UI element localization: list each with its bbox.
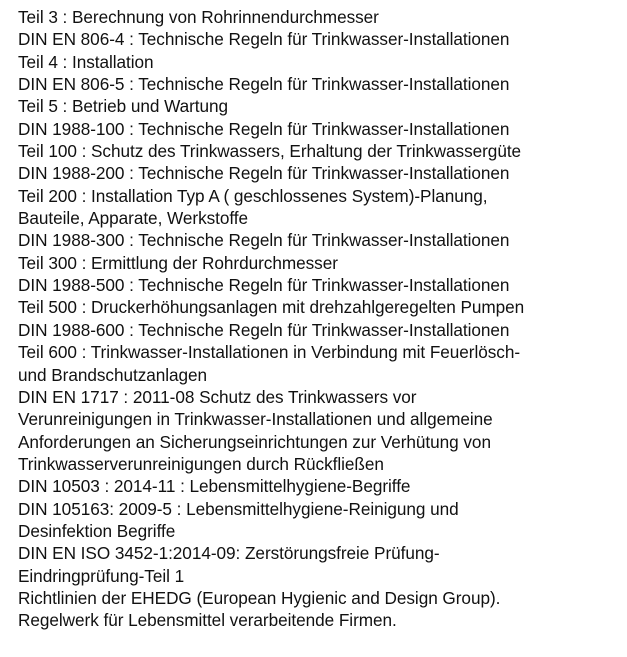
text-line: und Brandschutzanlagen — [18, 364, 208, 385]
text-line: Teil 600 : Trinkwasser-Installationen in Verbindung mit Feuerlösch- — [18, 342, 521, 363]
text-line: DIN EN 806-4 : Technische Regeln für Trinkwasser-Installationen — [18, 29, 510, 50]
text-line: Anforderungen an Sicherungseinrichtungen zur Verhütung von — [18, 431, 491, 452]
text-line: Regelwerk für Lebensmittel verarbeitende Firmen. — [18, 610, 397, 631]
text-line: Teil 500 : Druckerhöhungsanlagen mit drehzahlgeregelten Pumpen — [18, 297, 525, 318]
text-line: Trinkwasserverunreinigungen durch Rückfließen — [18, 453, 384, 474]
text-line: Teil 5 : Betrieb und Wartung — [18, 96, 229, 117]
text-line: Teil 200 : Installation Typ A ( geschlossenes System)-Planung, — [18, 185, 488, 206]
standards-list — [18, 6, 623, 632]
text-line: Verunreinigungen in Trinkwasser-Installationen und allgemeine — [18, 409, 493, 430]
text-line: DIN EN 1717 : 2011-08 Schutz des Trinkwassers vor — [18, 386, 417, 407]
text-line: Eindringprüfung-Teil 1 — [18, 565, 185, 586]
text-line: DIN 1988-200 : Technische Regeln für Trinkwasser-Installationen — [18, 163, 510, 184]
text-line: DIN 105163: 2009-5 : Lebensmittelhygiene-Reinigung und — [18, 498, 459, 519]
text-line: Teil 4 : Installation — [18, 51, 154, 72]
text-line: DIN 1988-300 : Technische Regeln für Trinkwasser-Installationen — [18, 230, 510, 251]
text-line: Teil 300 : Ermittlung der Rohrdurchmesser — [18, 252, 338, 273]
text-line: DIN 1988-100 : Technische Regeln für Trinkwasser-Installationen — [18, 118, 510, 139]
text-line: DIN EN 806-5 : Technische Regeln für Trinkwasser-Installationen — [18, 74, 510, 95]
text-line: DIN 1988-600 : Technische Regeln für Trinkwasser-Installationen — [18, 319, 510, 340]
text-line: Richtlinien der EHEDG (European Hygienic and Design Group). — [18, 587, 501, 608]
text-line: DIN EN ISO 3452-1:2014-09: Zerstörungsfreie Prüfung- — [18, 543, 440, 564]
text-line: Teil 100 : Schutz des Trinkwassers, Erhaltung der Trinkwassergüte — [18, 141, 522, 162]
text-line: DIN 10503 : 2014-11 : Lebensmittelhygiene-Begriffe — [18, 476, 411, 497]
text-line: Desinfektion Begriffe — [18, 520, 176, 541]
text-line: Teil 3 : Berechnung von Rohrinnendurchmesser — [18, 7, 379, 27]
text-line: DIN 1988-500 : Technische Regeln für Trinkwasser-Installationen — [18, 275, 510, 296]
text-line: Bauteile, Apparate, Werkstoffe — [18, 208, 249, 229]
